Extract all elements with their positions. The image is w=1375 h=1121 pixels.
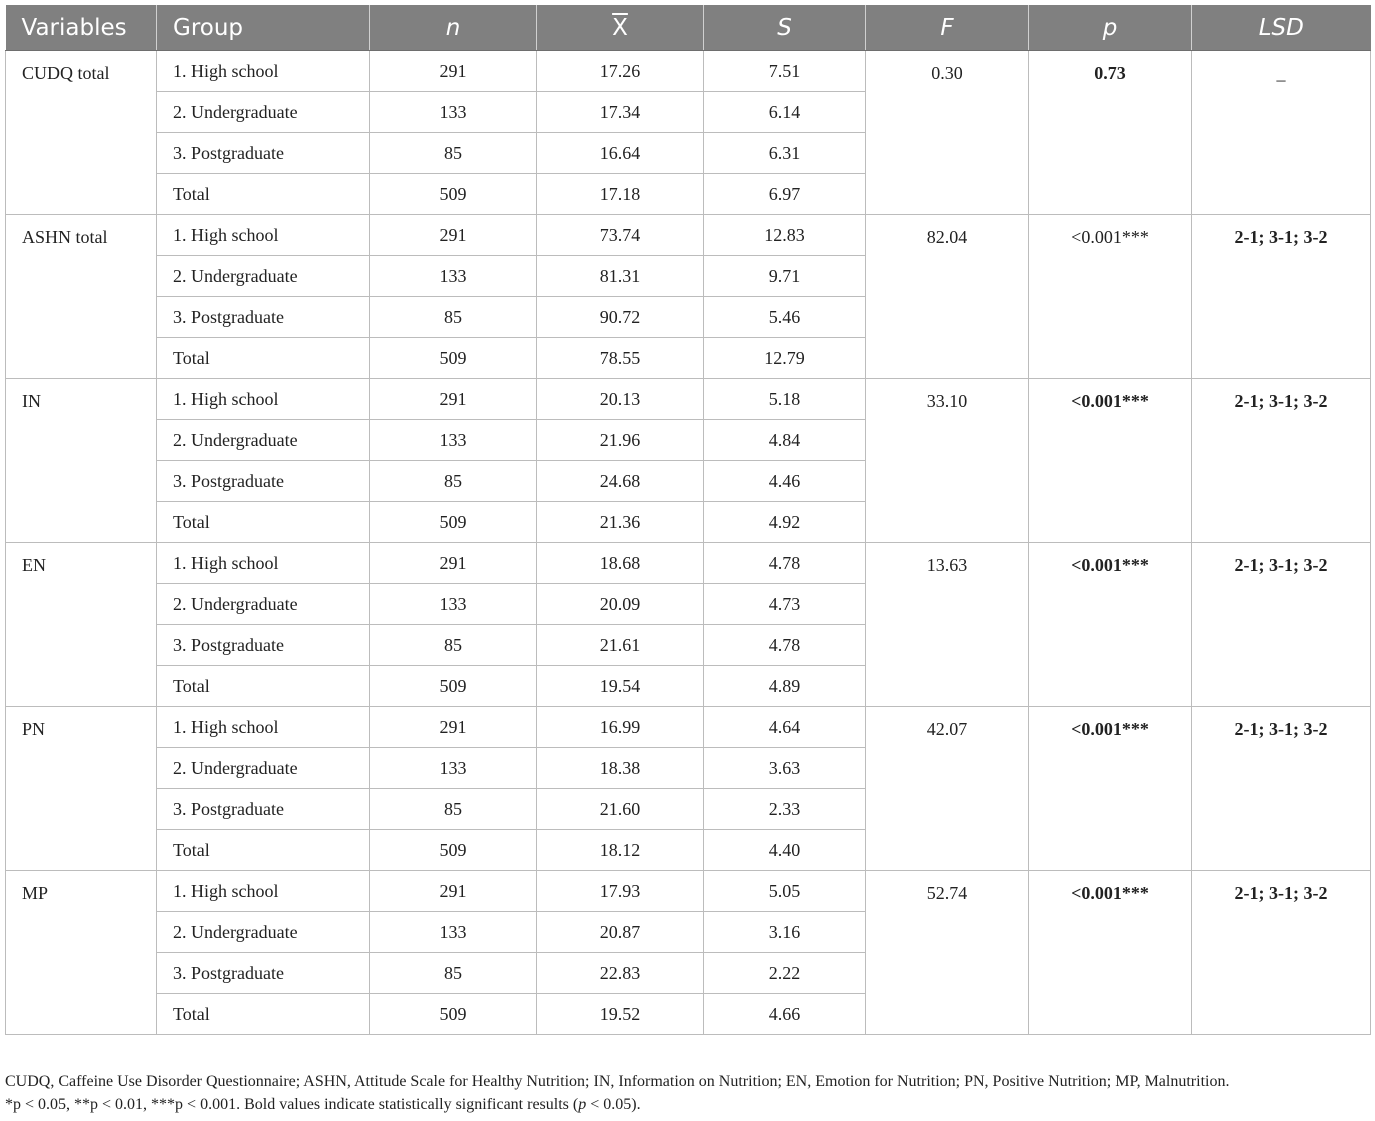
n-cell: 291 — [370, 871, 537, 912]
s-cell: 4.84 — [704, 420, 866, 461]
mean-cell: 19.52 — [537, 994, 704, 1035]
s-cell: 4.66 — [704, 994, 866, 1035]
n-cell: 85 — [370, 953, 537, 994]
s-cell: 3.63 — [704, 748, 866, 789]
table-row — [6, 871, 1371, 912]
mean-cell: 17.34 — [537, 92, 704, 133]
mean-cell: 18.68 — [537, 543, 704, 584]
mean-cell: 16.64 — [537, 133, 704, 174]
n-cell: 85 — [370, 461, 537, 502]
n-cell: 85 — [370, 297, 537, 338]
header-mean — [537, 5, 704, 51]
mean-cell: 22.83 — [537, 953, 704, 994]
s-cell: 4.40 — [704, 830, 866, 871]
group-cell: Total — [157, 994, 370, 1035]
header-variables: Variables — [6, 5, 157, 51]
s-cell: 4.73 — [704, 584, 866, 625]
s-cell: 4.46 — [704, 461, 866, 502]
n-cell: 85 — [370, 133, 537, 174]
variable-cell: CUDQ total — [6, 51, 157, 215]
mean-cell: 19.54 — [537, 666, 704, 707]
mean-cell: 17.93 — [537, 871, 704, 912]
variable-cell: IN — [6, 379, 157, 543]
n-cell: 133 — [370, 912, 537, 953]
n-cell: 133 — [370, 584, 537, 625]
lsd-cell: 2-1; 3-1; 3-2 — [1192, 707, 1371, 871]
mean-cell: 21.36 — [537, 502, 704, 543]
s-cell: 5.18 — [704, 379, 866, 420]
table-row — [6, 543, 1371, 584]
f-cell: 82.04 — [866, 215, 1029, 379]
header-s: S — [704, 5, 866, 51]
variable-cell: MP — [6, 871, 157, 1035]
mean-cell: 20.13 — [537, 379, 704, 420]
p-cell: 0.73 — [1029, 51, 1192, 215]
mean-cell: 20.87 — [537, 912, 704, 953]
n-cell: 291 — [370, 51, 537, 92]
abbreviations-note: CUDQ, Caffeine Use Disorder Questionnaire; ASHN, Attitude Scale for Healthy Nutrition; IN, Information on Nutrition; EN, Emotion for Nutrition; PN, Positive Nutrition; MP, Malnutrition. — [5, 1073, 1230, 1090]
f-cell: 33.10 — [866, 379, 1029, 543]
mean-cell: 21.96 — [537, 420, 704, 461]
group-cell: 1. High school — [157, 543, 370, 584]
group-cell: Total — [157, 830, 370, 871]
table-row — [6, 707, 1371, 748]
significance-p: p — [578, 1096, 587, 1113]
s-cell: 6.31 — [704, 133, 866, 174]
mean-cell: 90.72 — [537, 297, 704, 338]
n-cell: 133 — [370, 748, 537, 789]
n-cell: 85 — [370, 789, 537, 830]
group-cell: 3. Postgraduate — [157, 625, 370, 666]
lsd-cell: 2-1; 3-1; 3-2 — [1192, 379, 1371, 543]
f-cell: 52.74 — [866, 871, 1029, 1035]
group-cell: 3. Postgraduate — [157, 133, 370, 174]
s-cell: 4.78 — [704, 543, 866, 584]
group-cell: Total — [157, 174, 370, 215]
mean-cell: 21.60 — [537, 789, 704, 830]
p-cell: <0.001*** — [1029, 543, 1192, 707]
s-cell: 4.78 — [704, 625, 866, 666]
table-header — [6, 5, 1371, 51]
group-cell: 2. Undergraduate — [157, 256, 370, 297]
group-cell: 2. Undergraduate — [157, 584, 370, 625]
s-cell: 7.51 — [704, 51, 866, 92]
table-row — [6, 379, 1371, 420]
header-lsd: LSD — [1192, 5, 1371, 51]
table-row — [6, 215, 1371, 256]
n-cell: 291 — [370, 543, 537, 584]
lsd-cell: _ — [1192, 51, 1371, 215]
group-cell: 3. Postgraduate — [157, 461, 370, 502]
lsd-cell: 2-1; 3-1; 3-2 — [1192, 215, 1371, 379]
f-cell: 0.30 — [866, 51, 1029, 215]
mean-cell: 21.61 — [537, 625, 704, 666]
lsd-cell: 2-1; 3-1; 3-2 — [1192, 543, 1371, 707]
header-row — [6, 5, 1371, 51]
group-cell: 3. Postgraduate — [157, 297, 370, 338]
group-cell: Total — [157, 502, 370, 543]
s-cell: 5.46 — [704, 297, 866, 338]
n-cell: 509 — [370, 666, 537, 707]
group-cell: 2. Undergraduate — [157, 748, 370, 789]
n-cell: 291 — [370, 215, 537, 256]
f-cell: 42.07 — [866, 707, 1029, 871]
s-cell: 6.97 — [704, 174, 866, 215]
variable-cell: PN — [6, 707, 157, 871]
header-p: p — [1029, 5, 1192, 51]
group-cell: 2. Undergraduate — [157, 912, 370, 953]
mean-cell: 78.55 — [537, 338, 704, 379]
p-cell: <0.001*** — [1029, 215, 1192, 379]
results-table — [5, 5, 1371, 1035]
variable-cell: EN — [6, 543, 157, 707]
group-cell: 2. Undergraduate — [157, 420, 370, 461]
s-cell: 4.89 — [704, 666, 866, 707]
variable-cell: ASHN total — [6, 215, 157, 379]
group-cell: 1. High school — [157, 215, 370, 256]
mean-cell: 18.38 — [537, 748, 704, 789]
mean-cell: 73.74 — [537, 215, 704, 256]
p-cell: <0.001*** — [1029, 379, 1192, 543]
table-row — [6, 51, 1371, 92]
mean-cell: 16.99 — [537, 707, 704, 748]
s-cell: 2.22 — [704, 953, 866, 994]
header-group: Group — [157, 5, 370, 51]
group-cell: 1. High school — [157, 707, 370, 748]
n-cell: 509 — [370, 830, 537, 871]
significance-note — [5, 1093, 1370, 1116]
n-cell: 509 — [370, 174, 537, 215]
significance-prefix: *p < 0.05, **p < 0.01, ***p < 0.001. Bold values indicate statistically significant results ( — [5, 1096, 579, 1113]
mean-cell: 81.31 — [537, 256, 704, 297]
n-cell: 509 — [370, 338, 537, 379]
header-n: n — [370, 5, 537, 51]
mean-cell: 20.09 — [537, 584, 704, 625]
s-cell: 5.05 — [704, 871, 866, 912]
n-cell: 133 — [370, 256, 537, 297]
group-cell: 1. High school — [157, 871, 370, 912]
lsd-cell: 2-1; 3-1; 3-2 — [1192, 871, 1371, 1035]
p-cell: <0.001*** — [1029, 707, 1192, 871]
results-table-container — [5, 5, 1370, 1035]
table-body — [6, 51, 1371, 1035]
f-cell: 13.63 — [866, 543, 1029, 707]
mean-cell: 18.12 — [537, 830, 704, 871]
group-cell: 1. High school — [157, 379, 370, 420]
s-cell: 9.71 — [704, 256, 866, 297]
header-f: F — [866, 5, 1029, 51]
group-cell: 1. High school — [157, 51, 370, 92]
n-cell: 291 — [370, 379, 537, 420]
n-cell: 509 — [370, 994, 537, 1035]
mean-cell: 17.26 — [537, 51, 704, 92]
n-cell: 509 — [370, 502, 537, 543]
s-cell: 6.14 — [704, 92, 866, 133]
group-cell: 3. Postgraduate — [157, 789, 370, 830]
group-cell: 2. Undergraduate — [157, 92, 370, 133]
n-cell: 133 — [370, 92, 537, 133]
n-cell: 85 — [370, 625, 537, 666]
s-cell: 12.79 — [704, 338, 866, 379]
mean-cell: 24.68 — [537, 461, 704, 502]
group-cell: Total — [157, 338, 370, 379]
group-cell: 3. Postgraduate — [157, 953, 370, 994]
mean-cell: 17.18 — [537, 174, 704, 215]
s-cell: 4.92 — [704, 502, 866, 543]
n-cell: 291 — [370, 707, 537, 748]
s-cell: 12.83 — [704, 215, 866, 256]
s-cell: 4.64 — [704, 707, 866, 748]
n-cell: 133 — [370, 420, 537, 461]
s-cell: 2.33 — [704, 789, 866, 830]
header-mean-label: $\overline{X}$ — [612, 14, 628, 41]
p-cell: <0.001*** — [1029, 871, 1192, 1035]
s-cell: 3.16 — [704, 912, 866, 953]
group-cell: Total — [157, 666, 370, 707]
table-footnotes — [5, 1070, 1370, 1116]
significance-suffix: < 0.05). — [586, 1096, 641, 1113]
